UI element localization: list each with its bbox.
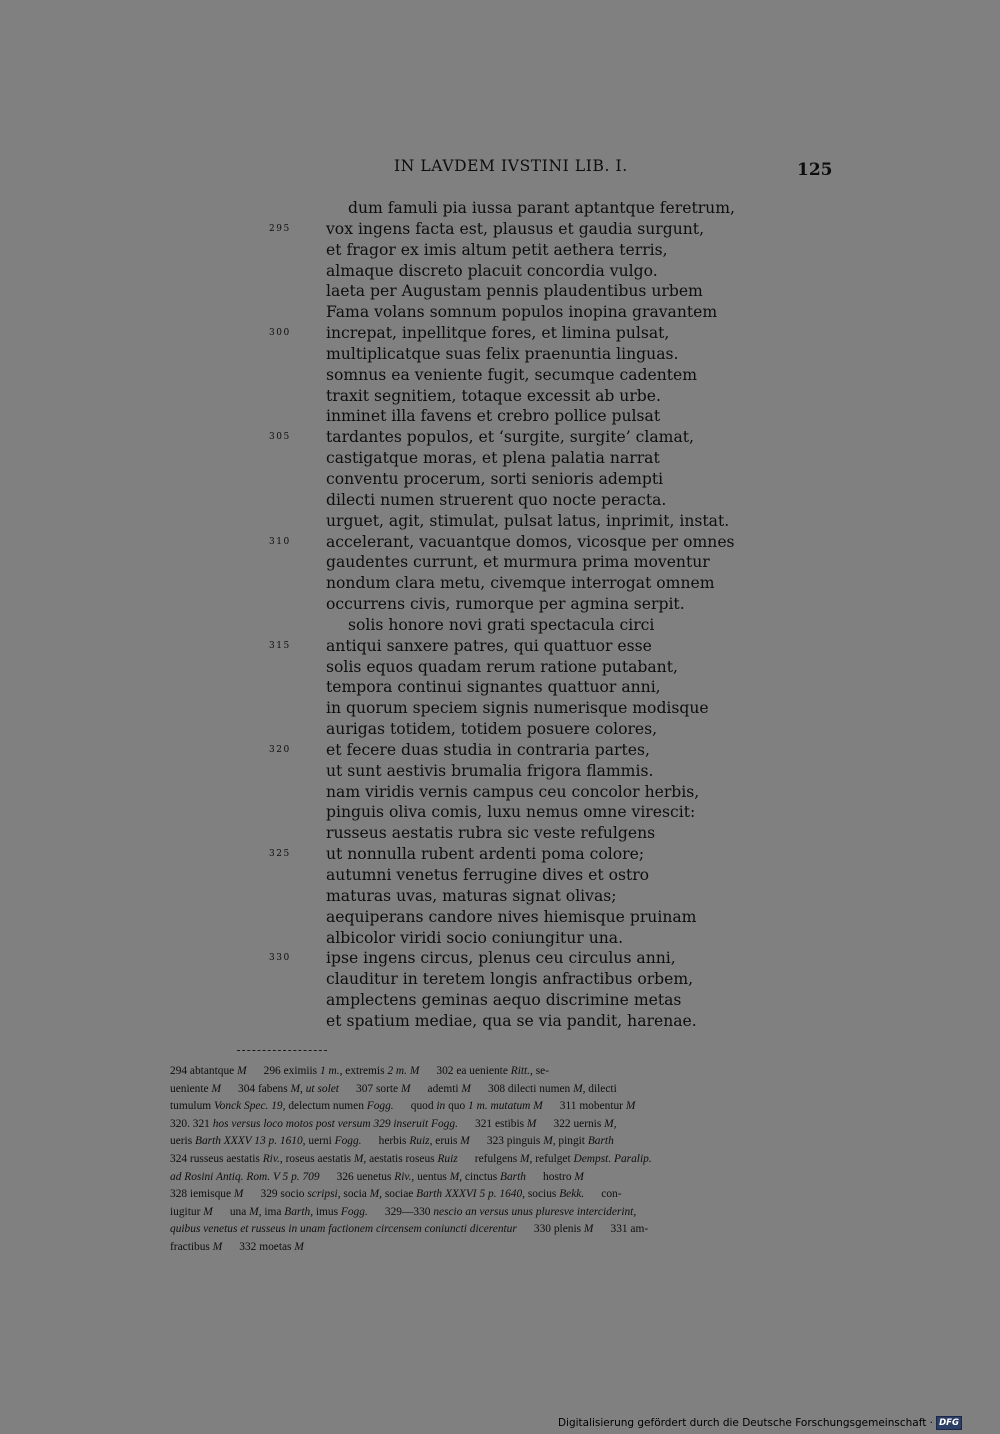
apparatus-italic: M,: [520, 1152, 533, 1165]
verse-text: traxit segnitiem, totaque excessit ab urbe.: [326, 386, 661, 405]
line-number: 325: [269, 849, 291, 860]
verse-line: [269, 532, 776, 553]
credit-text: Digitalisierung gefördert durch die Deutsche Forschungsgemeinschaft ·: [557, 1417, 933, 1429]
verse-text: conventu procerum, sorti senioris adempti: [326, 469, 664, 488]
line-number: 300: [269, 328, 291, 339]
verse-text-block: [269, 198, 776, 1032]
verse-text: accelerant, vacuantque domos, vicosque per omnes: [326, 532, 735, 551]
apparatus-text: ima: [261, 1205, 285, 1218]
verse-line: [326, 490, 776, 511]
verse-line: [326, 928, 776, 949]
verse-text: occurrens civis, rumorque per agmina serpit.: [326, 595, 685, 614]
verse-text: ut sunt aestivis brumalia frigora flammis.: [326, 761, 654, 780]
verse-text: castigatque moras, et plena palatia narrat: [326, 449, 660, 468]
apparatus-italic: Fogg.: [340, 1205, 368, 1218]
verse-line: [326, 365, 776, 386]
verse-line: [326, 886, 776, 907]
verse-line: [326, 594, 776, 615]
apparatus-text: 324 russeus aestatis: [170, 1152, 263, 1165]
apparatus-italic: Bekk.: [559, 1188, 585, 1201]
apparatus-text: 302 ea ueniente: [419, 1065, 511, 1077]
verse-line: [326, 761, 776, 782]
verse-line: [326, 677, 776, 698]
apparatus-text: , extremis: [339, 1065, 388, 1077]
apparatus-line: [170, 1221, 826, 1239]
apparatus-italic: M: [625, 1100, 636, 1113]
verse-text: solis equos quadam rerum ratione putabant,: [326, 657, 678, 676]
apparatus-line: [170, 1081, 826, 1099]
apparatus-text: fractibus: [170, 1240, 213, 1253]
apparatus-text: una: [212, 1205, 250, 1218]
apparatus-text: 294 abtantque: [170, 1065, 238, 1077]
verse-line: [326, 261, 776, 282]
line-number: 320: [269, 744, 291, 755]
footnote-divider: [237, 1050, 327, 1051]
line-number: 315: [269, 640, 291, 651]
apparatus-italic: Riv.,: [262, 1152, 283, 1165]
verse-text: multiplicatque suas felix praenuntia linguas.: [326, 344, 679, 363]
apparatus-italic: 1 m.: [319, 1065, 340, 1077]
apparatus-italic: M,: [573, 1082, 586, 1095]
verse-text: dilecti numen struerent quo nocte peracta.: [326, 490, 667, 509]
verse-text: nam viridis vernis campus ceu concolor herbis,: [326, 782, 700, 801]
apparatus-line: [170, 1151, 826, 1169]
apparatus-italic: Fogg.: [334, 1135, 362, 1148]
apparatus-text: 307 sorte: [338, 1082, 401, 1095]
verse-line: [326, 657, 776, 678]
apparatus-text: refulgens: [457, 1152, 521, 1165]
apparatus-italic: Barth XXXV 13 p. 1610,: [195, 1135, 306, 1148]
verse-line: [326, 865, 776, 886]
verse-text: nondum clara metu, civemque interrogat omnem: [326, 574, 715, 593]
verse-text: increpat, inpellitque fores, et limina pulsat,: [326, 324, 670, 343]
apparatus-line: [170, 1098, 826, 1116]
verse-line: [269, 948, 776, 969]
verse-text: gaudentes currunt, et murmura prima moventur: [326, 553, 710, 572]
verse-text: ut nonnulla rubent ardenti poma colore;: [326, 845, 645, 864]
apparatus-text: 296 eximiis: [246, 1065, 320, 1077]
apparatus-italic: M,: [604, 1117, 617, 1130]
apparatus-italic: Riv.,: [394, 1170, 415, 1183]
apparatus-text: quod: [393, 1100, 437, 1113]
apparatus-italic: M: [526, 1117, 537, 1130]
verse-line: [269, 844, 776, 865]
apparatus-text: 329 socio: [243, 1188, 308, 1201]
apparatus-italic: nescio an versus unus pluresve interciderint,: [433, 1205, 637, 1218]
apparatus-italic: M: [400, 1082, 411, 1095]
apparatus-italic: M: [460, 1135, 470, 1148]
apparatus-italic: M: [574, 1170, 584, 1183]
verse-line: [326, 198, 776, 219]
verse-line: [326, 448, 776, 469]
apparatus-italic: Ruiz: [437, 1152, 458, 1165]
verse-line: [326, 990, 776, 1011]
apparatus-text: 321 estibis: [457, 1117, 527, 1130]
apparatus-italic: Fogg.: [366, 1100, 394, 1113]
verse-text: autumni venetus ferrugine dives et ostro: [326, 866, 650, 884]
apparatus-text: ueniente: [170, 1082, 212, 1095]
verse-line: [326, 802, 776, 823]
apparatus-italic: M, ut solet: [290, 1082, 339, 1095]
line-number: 295: [269, 223, 291, 234]
verse-line: [326, 406, 776, 427]
apparatus-italic: M,: [369, 1188, 383, 1201]
apparatus-text: tumulum: [170, 1100, 214, 1113]
verse-text: in quorum speciem signis numerisque modisque: [326, 699, 709, 718]
verse-text: dum famuli pia iussa parant aptantque feretrum,: [348, 199, 735, 217]
verse-text: vox ingens facta est, plausus et gaudia surgunt,: [326, 219, 705, 238]
apparatus-line: [170, 1204, 826, 1222]
verse-text: laeta per Augustam pennis plaudentibus urbem: [326, 282, 703, 301]
apparatus-italic: M,: [249, 1205, 262, 1218]
verse-text: almaque discreto placuit concordia vulgo.: [326, 261, 658, 280]
apparatus-text: socia: [340, 1188, 370, 1201]
apparatus-italic: M: [237, 1065, 247, 1077]
apparatus-italic: M: [211, 1082, 221, 1095]
critical-apparatus: [170, 1063, 826, 1257]
verse-line: [326, 823, 776, 844]
apparatus-text: hostro: [525, 1170, 575, 1183]
verse-text: et fragor ex imis altum petit aethera terris,: [326, 240, 668, 259]
verse-line: [326, 782, 776, 803]
apparatus-line: [170, 1116, 826, 1134]
verse-text: pinguis oliva comis, luxu nemus omne virescit:: [326, 803, 696, 822]
apparatus-italic: Ritt.: [510, 1065, 531, 1077]
apparatus-line: [170, 1186, 826, 1204]
verse-text: inminet illa favens et crebro pollice pulsat: [326, 407, 661, 426]
verse-text: et fecere duas studia in contraria partes,: [326, 740, 650, 759]
verse-line: [326, 240, 776, 261]
verse-line: [269, 219, 776, 240]
verse-line: [326, 907, 776, 928]
verse-line: [269, 740, 776, 761]
apparatus-italic: M,: [353, 1152, 367, 1165]
apparatus-text: ademti: [410, 1082, 462, 1095]
verse-text: maturas uvas, maturas signat olivas;: [326, 886, 617, 905]
apparatus-text: 320. 321: [170, 1117, 213, 1130]
dfg-logo: DFG: [936, 1416, 962, 1430]
apparatus-italic: Barth XXXVI 5 p. 1640,: [416, 1188, 526, 1201]
apparatus-line: [170, 1063, 826, 1081]
apparatus-text: uentus: [414, 1170, 450, 1183]
apparatus-text: eruis: [432, 1135, 461, 1148]
verse-text: tempora continui signantes quattuor anni,: [326, 678, 661, 697]
verse-line: [326, 469, 776, 490]
verse-text: amplectens geminas aequo discrimine metas: [326, 991, 682, 1010]
apparatus-line: [170, 1133, 826, 1151]
verse-text: russeus aestatis rubra sic veste refulgens: [326, 824, 656, 843]
apparatus-text: cinctus: [462, 1170, 501, 1183]
verse-text: et spatium mediae, qua se via pandit, harenae.: [326, 1011, 697, 1030]
verse-text: tardantes populos, et ‘surgite, surgite’ clamat,: [326, 428, 694, 447]
line-number: 330: [269, 953, 291, 964]
verse-text: clauditur in teretem longis anfractibus orbem,: [326, 970, 694, 989]
apparatus-text: 328 iemisque: [170, 1188, 234, 1201]
verse-line: [326, 281, 776, 302]
apparatus-text: 304 fabens: [220, 1082, 291, 1095]
apparatus-text: uerni: [305, 1135, 335, 1148]
apparatus-italic: Vonck Spec. 19,: [213, 1100, 286, 1113]
verse-line: [326, 573, 776, 594]
apparatus-italic: Barth: [500, 1170, 526, 1183]
apparatus-text: quo: [445, 1100, 469, 1113]
verse-line: [269, 323, 776, 344]
apparatus-italic: 1 m. mutatum M: [468, 1100, 543, 1113]
apparatus-italic: Barth: [587, 1135, 614, 1148]
apparatus-text: ueris: [170, 1135, 195, 1148]
running-header: IN LAVDEM IVSTINI LIB. I.: [394, 157, 628, 175]
apparatus-text: refulget: [532, 1152, 574, 1165]
apparatus-text: sociae: [382, 1188, 417, 1201]
verse-line: [326, 511, 776, 532]
apparatus-text: delectum numen: [285, 1100, 367, 1113]
apparatus-text: con-: [584, 1188, 622, 1201]
apparatus-text: pingit: [555, 1135, 588, 1148]
apparatus-text: herbis: [361, 1135, 410, 1148]
apparatus-text: 332 moetas: [222, 1240, 295, 1253]
apparatus-italic: M,: [543, 1135, 556, 1148]
verse-line: [326, 1011, 776, 1032]
apparatus-italic: M: [233, 1188, 244, 1201]
verse-text: ipse ingens circus, plenus ceu circulus anni,: [326, 949, 676, 968]
apparatus-italic: M: [294, 1240, 304, 1253]
apparatus-text: 311 mobentur: [542, 1100, 626, 1113]
apparatus-text: 329—330: [367, 1205, 434, 1218]
verse-line: [326, 302, 776, 323]
apparatus-text: 331 am-: [593, 1223, 649, 1236]
apparatus-text: 326 uenetus: [319, 1170, 395, 1183]
apparatus-italic: M: [583, 1223, 594, 1236]
apparatus-text: 330 plenis: [516, 1223, 584, 1236]
apparatus-italic: in: [436, 1100, 446, 1113]
apparatus-text: iugitur: [170, 1205, 204, 1218]
apparatus-text: 308 dilecti numen: [470, 1082, 574, 1095]
verse-line: [326, 344, 776, 365]
apparatus-text: socius: [525, 1188, 560, 1201]
verse-text: Fama volans somnum populos inopina gravantem: [326, 303, 718, 322]
line-number: 310: [269, 536, 291, 547]
apparatus-text: dilecti: [585, 1082, 617, 1095]
verse-line: [326, 386, 776, 407]
page-number: 125: [797, 160, 833, 180]
apparatus-text: imus: [313, 1205, 341, 1218]
verse-text: albicolor viridi socio coniungitur una.: [326, 928, 624, 947]
verse-text: antiqui sanxere patres, qui quattuor esse: [326, 636, 652, 655]
apparatus-italic: Barth,: [284, 1205, 314, 1218]
apparatus-italic: Ruiz,: [409, 1135, 433, 1148]
apparatus-italic: scripsi,: [307, 1188, 341, 1201]
verse-line: [269, 636, 776, 657]
apparatus-text: , se-: [530, 1065, 550, 1077]
apparatus-italic: Dempst. Paralip.: [573, 1152, 652, 1165]
verse-line: [326, 615, 776, 636]
apparatus-text: 323 pinguis: [469, 1135, 544, 1148]
verse-line: [326, 719, 776, 740]
apparatus-italic: M: [461, 1082, 471, 1095]
verse-text: urguet, agit, stimulat, pulsat latus, inprimit, instat.: [326, 511, 730, 530]
apparatus-italic: M: [203, 1205, 213, 1218]
apparatus-text: aestatis roseus: [366, 1152, 438, 1165]
apparatus-text: 322 uernis: [536, 1117, 605, 1130]
apparatus-italic: hos versus loco motos post versum 329 inseruit Fogg.: [212, 1117, 458, 1130]
apparatus-italic: M,: [449, 1170, 463, 1183]
line-number: 305: [269, 432, 291, 443]
apparatus-italic: M: [212, 1240, 223, 1253]
verse-line: [326, 552, 776, 573]
apparatus-italic: quibus venetus et russeus in unam factionem circensem coniuncti dicerentur: [170, 1223, 517, 1236]
verse-text: somnus ea veniente fugit, secumque cadentem: [326, 365, 698, 384]
verse-text: solis honore novi grati spectacula circi: [348, 615, 655, 634]
apparatus-text: roseus aestatis: [282, 1152, 354, 1165]
verse-line: [326, 698, 776, 719]
verse-text: aurigas totidem, totidem posuere colores,: [326, 720, 658, 739]
apparatus-italic: ad Rosini Antiq. Rom. V 5 p. 709: [170, 1170, 320, 1183]
apparatus-italic: 2 m. M: [387, 1065, 420, 1077]
apparatus-line: [170, 1239, 826, 1257]
apparatus-line: [170, 1169, 826, 1187]
digitization-credit: [558, 1416, 962, 1430]
verse-line: [326, 969, 776, 990]
verse-line: [269, 427, 776, 448]
verse-text: aequiperans candore nives hiemisque pruinam: [326, 907, 697, 926]
